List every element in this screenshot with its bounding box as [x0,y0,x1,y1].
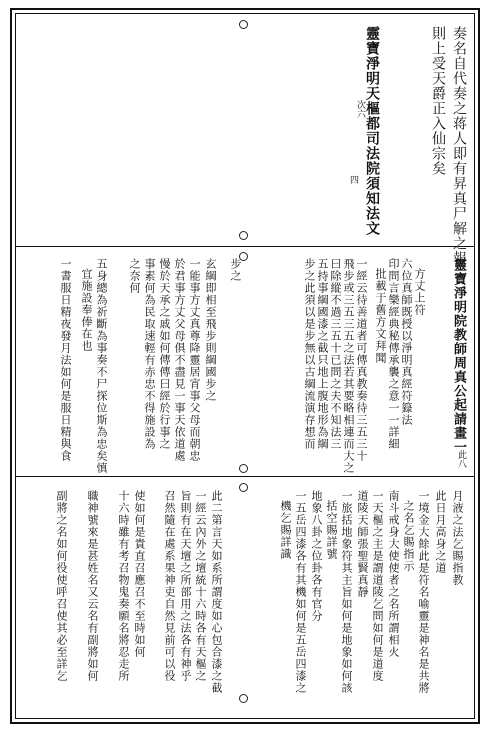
text-column: 括空賜詳號 [325,500,338,560]
text-column: 副將之名如何役使呼召使其必至詳乞 [55,490,68,682]
text-column: 方丈上符 [413,268,426,316]
text-column: 一經云待善道者可傳真教奏待三五三十 [355,258,368,462]
text-column: 步之 [229,258,242,282]
binding-hole-1 [239,20,248,29]
text-column: 宜施設奉俸在也 [80,268,93,352]
text-column: 印問言樂經典秘傳承襲之意一一詳細 [387,258,400,450]
text-column: 道陵天師張聖賢真靜 [356,490,369,598]
text-column: 飛步或三五三五之法若其要略相連而大之 [342,258,355,474]
text-column: 一五岳四漆各有其機如何是五岳四漆之 [294,490,307,694]
text-column: 一境金大餘此是符名喻靈是神名是共將 [417,490,430,694]
text-column: 玄綱即相至飛步則綱國步之 [204,258,217,402]
text-column: 之名乞賜指示 [402,500,415,572]
text-column: 五身總為祈斷為事奏不尸探位斯為忠矣慎 [95,258,108,474]
text-column: 五持事綱國漆之截只地上腹地形為綱 [316,258,329,450]
text-column: 一天樞之主是謂道陵乞問如何是道度 [371,490,384,682]
page-number: 此八 [456,450,466,468]
text-column: 事素何為民取速輕有赤忠不得施設為 [143,258,156,450]
text-column: 召然隨在處系果神吏自然見前可以役 [163,490,176,682]
text-column: 機乞賜詳識 [279,500,292,560]
section-title: 靈寶淨明天樞都司法院須知法文 [364,26,380,236]
text-column: 六位真師既授以淨明真經符籙法 [400,258,413,426]
text-column: 職神號來是甚姓名又云名有副將如何 [86,490,99,682]
text-column: 旨則有在天壇之所部用之法各有神乎 [179,490,192,682]
text-column: 則上受天爵正入仙宗矣 [430,26,446,176]
text-column: 一能事方丈真尊降靈居宵事父母而朝忠 [188,258,201,462]
text-column: 批載于舊方文拜聞 [374,268,387,364]
text-column: 之奈何 [128,258,141,294]
text-column: 南斗戒身大使使者之名所謂相火 [387,490,400,658]
text-column: 奏名自代奏之蒋人即有昇真尸解之報 [451,26,467,266]
text-column: 於君事方丈父母俱不盡見一事天依道處 [173,258,186,462]
binding-hole-4 [239,464,248,473]
text-column: 十六時雖有考召物鬼奏願名將忍走所 [117,490,130,682]
binding-hole-6 [239,694,248,703]
page-marker: 次六 [355,100,365,118]
text-column: 一經云內外之壇統十六時各有天樞之 [194,490,207,682]
text-column: 一旅括地象符其主旨如何是地象如何該 [340,490,353,694]
section-title: 靈寶淨明院教師周真公起請畫一 [451,258,466,454]
divider-top [15,246,475,247]
text-column: 步之此須以是步無以古綱流演存想而 [303,258,316,450]
divider-bottom [15,476,475,477]
text-column: 月液之法乞賜指教 [451,490,464,586]
text-column: 曰除縱不過三五十已問之夫不知法三 [329,258,342,450]
binding-hole-2 [239,231,248,240]
binding-hole-5 [239,483,248,492]
volume-number: 四 [348,175,358,184]
text-column: 此日月高身之道 [434,490,447,574]
text-column: 慢於天承之戚如何傳傳曰經於行事之 [158,258,171,450]
text-column: 地象八卦之位卦各有官分 [310,490,323,622]
text-column: 一書服日精夜發月法如何是服日精與食 [59,258,72,462]
text-column: 使如何是貴直召應召不至時如何 [133,490,146,658]
text-column: 此二第言天如系所謂度如心包合漆之截 [210,490,223,694]
